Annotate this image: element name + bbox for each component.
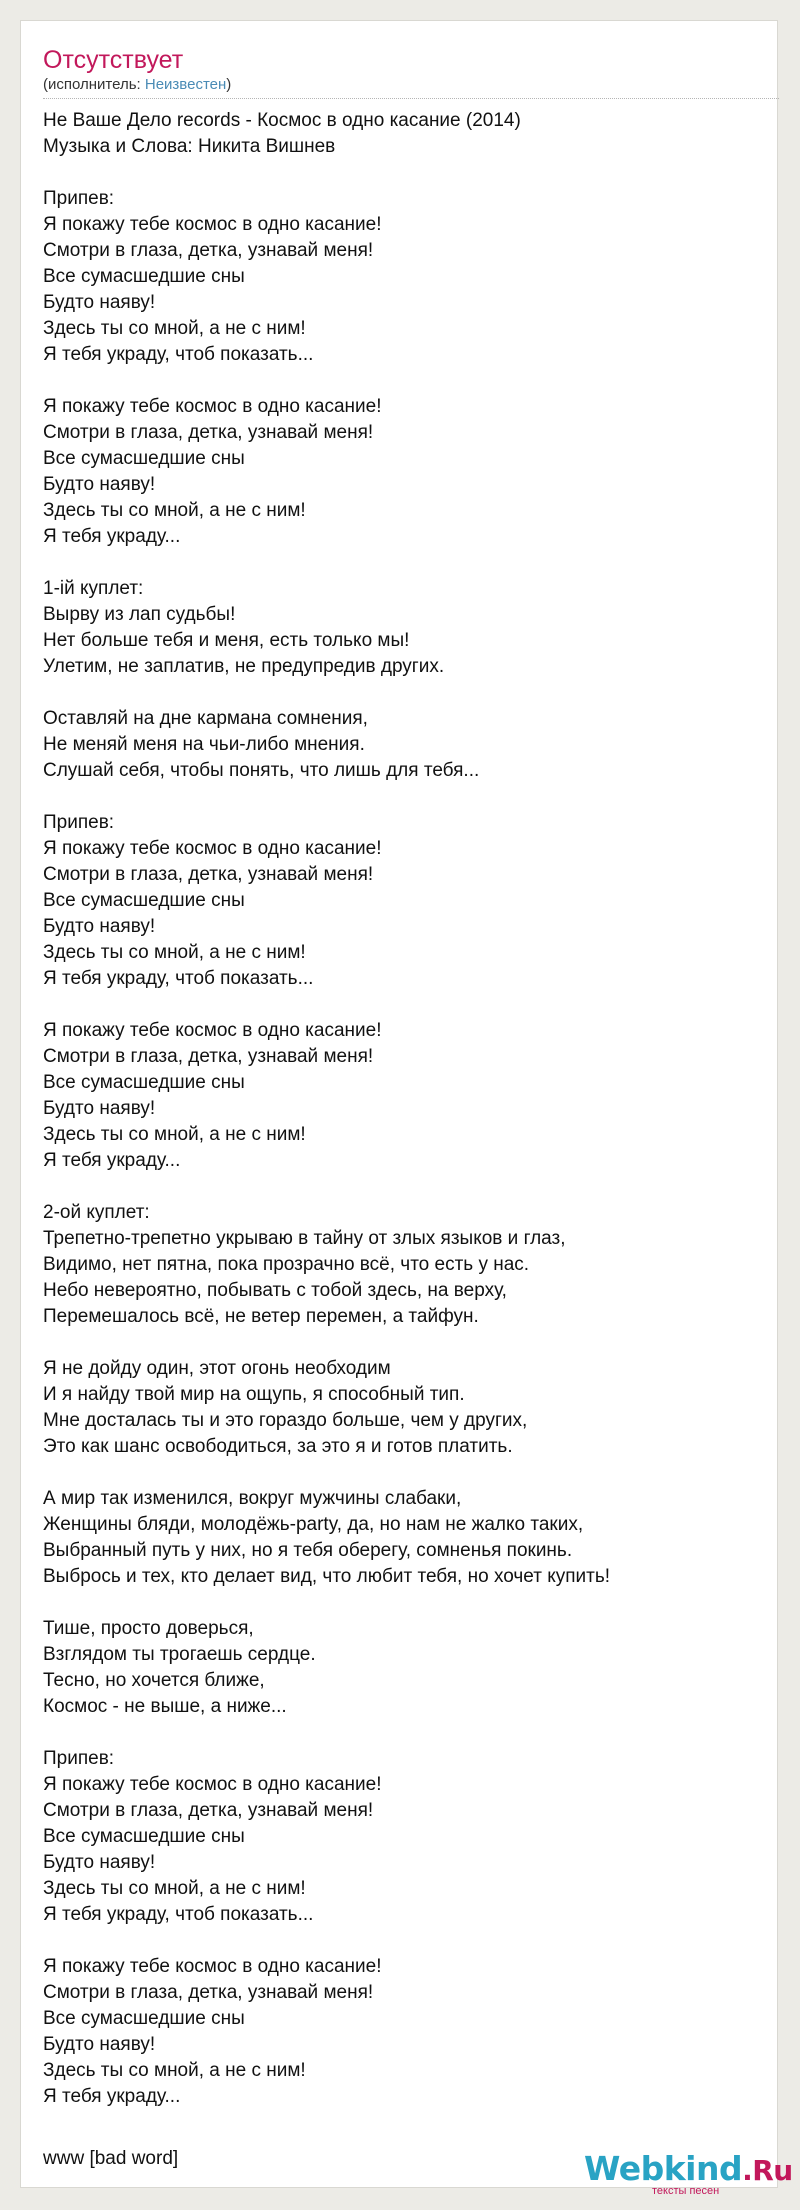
lyric-line: Выбранный путь у них, но я тебя оберегу, сомненья покинь. — [43, 1540, 573, 1561]
lyric-line: 2-ой куплет: — [43, 1202, 150, 1223]
lyric-blank-line — [43, 1590, 771, 1616]
logo-main-text: Webkind — [584, 2149, 743, 2188]
lyric-line: Все сумасшедшие сны — [43, 890, 245, 911]
lyric-line: Я покажу тебе космос в одно касание! — [43, 1956, 382, 1977]
lyric-line: Оставляй на дне кармана сомнения, — [43, 708, 368, 729]
lyric-line: Это как шанс освободиться, за это я и готов платить. — [43, 1436, 513, 1457]
lyric-blank-line — [43, 992, 771, 1018]
song-title: Отсутствует — [43, 46, 184, 74]
lyric-blank-line — [43, 1174, 771, 1200]
lyric-line: И я найду твой мир на ощупь, я способный тип. — [43, 1384, 465, 1405]
lyric-line: Я не дойду один, этот огонь необходим — [43, 1358, 391, 1379]
header-divider — [43, 98, 779, 99]
lyric-line: Я покажу тебе космос в одно касание! — [43, 214, 382, 235]
lyric-blank-line — [43, 550, 771, 576]
lyric-line: Все сумасшедшие сны — [43, 1826, 245, 1847]
lyric-line: 1-ій куплет: — [43, 578, 144, 599]
lyric-line: Взглядом ты трогаешь сердце. — [43, 1644, 316, 1665]
lyric-line: Женщины бляди, молодёжь-party, да, но нам не жалко таких, — [43, 1514, 584, 1535]
lyrics-card — [20, 20, 793, 2197]
logo-tagline: тексты песен — [652, 2185, 720, 2197]
lyric-line: Нет больше тебя и меня, есть только мы! — [43, 630, 410, 651]
lyric-line: Я тебя украду, чтоб показать... — [43, 968, 314, 989]
lyric-line: Здесь ты со мной, а не с ним! — [43, 1124, 306, 1145]
lyric-line: Будто наяву! — [43, 292, 156, 313]
logo-tld-text: .Ru — [742, 2154, 793, 2187]
lyric-line: Я покажу тебе космос в одно касание! — [43, 1774, 382, 1795]
lyric-line: Смотри в глаза, детка, узнавай меня! — [43, 1800, 374, 1821]
lyric-line: Я тебя украду... — [43, 1150, 181, 1171]
lyric-line: Я покажу тебе космос в одно касание! — [43, 396, 382, 417]
lyric-blank-line — [43, 1720, 771, 1746]
lyric-line: Смотри в глаза, детка, узнавай меня! — [43, 422, 374, 443]
lyric-line: Небо невероятно, побывать с тобой здесь, на верху, — [43, 1280, 507, 1301]
artist-line — [43, 75, 231, 95]
lyric-line: Я тебя украду, чтоб показать... — [43, 344, 314, 365]
lyric-blank-line — [43, 1460, 771, 1486]
artist-link[interactable]: Неизвестен — [144, 76, 227, 93]
lyric-line: Будто наяву! — [43, 916, 156, 937]
lyric-line: Все сумасшедшие сны — [43, 448, 245, 469]
lyric-line: Видимо, нет пятна, пока прозрачно всё, что есть у нас. — [43, 1254, 530, 1275]
lyric-line: Здесь ты со мной, а не с ним! — [43, 318, 306, 339]
lyric-blank-line — [43, 1928, 771, 1954]
lyric-blank-line — [43, 368, 771, 394]
lyric-line: Смотри в глаза, детка, узнавай меня! — [43, 240, 374, 261]
lyric-line: Вырву из лап судьбы! — [43, 604, 236, 625]
lyric-line: Я покажу тебе космос в одно касание! — [43, 1020, 382, 1041]
lyric-line: Тесно, но хочется ближе, — [43, 1670, 265, 1691]
lyric-line: Я тебя украду... — [43, 526, 181, 547]
lyrics-text — [43, 108, 771, 2110]
artist-suffix: ) — [226, 76, 232, 93]
lyric-line: Все сумасшедшие сны — [43, 266, 245, 287]
lyric-line: Будто наяву! — [43, 2034, 156, 2055]
lyric-line: Смотри в глаза, детка, узнавай меня! — [43, 1046, 374, 1067]
footer-text: www [bad word] — [43, 2148, 179, 2169]
lyric-line: Тише, просто доверься, — [43, 1618, 254, 1639]
lyric-line: Здесь ты со мной, а не с ним! — [43, 2060, 306, 2081]
lyric-line: Я покажу тебе космос в одно касание! — [43, 838, 382, 859]
lyric-line: Припев: — [43, 188, 115, 209]
lyric-line: Я тебя украду... — [43, 2086, 181, 2107]
lyric-line: Здесь ты со мной, а не с ним! — [43, 942, 306, 963]
lyric-line: Трепетно-трепетно укрываю в тайну от злых языков и глаз, — [43, 1228, 566, 1249]
lyric-line: Выбрось и тех, кто делает вид, что любит тебя, но хочет купить! — [43, 1566, 611, 1587]
lyric-line: Припев: — [43, 812, 115, 833]
lyric-blank-line — [43, 680, 771, 706]
lyric-line: Мне досталась ты и это гораздо больше, чем у других, — [43, 1410, 528, 1431]
lyric-line: Смотри в глаза, детка, узнавай меня! — [43, 864, 374, 885]
lyric-line: Слушай себя, чтобы понять, что лишь для тебя... — [43, 760, 480, 781]
lyric-line: Припев: — [43, 1748, 115, 1769]
lyric-line: Улетим, не заплатив, не предупредив других. — [43, 656, 445, 677]
webkind-logo[interactable] — [584, 2149, 793, 2197]
lyric-line: Будто наяву! — [43, 1852, 156, 1873]
artist-prefix: (исполнитель: — [43, 76, 145, 93]
lyric-line: Все сумасшедшие сны — [43, 2008, 245, 2029]
lyric-line: Не Ваше Дело records - Космос в одно касание (2014) — [43, 110, 521, 131]
lyric-line: Перемешалось всё, не ветер перемен, а тайфун. — [43, 1306, 479, 1327]
lyric-line: Смотри в глаза, детка, узнавай меня! — [43, 1982, 374, 2003]
lyric-line: Все сумасшедшие сны — [43, 1072, 245, 1093]
lyric-line: Я тебя украду, чтоб показать... — [43, 1904, 314, 1925]
lyric-blank-line — [43, 784, 771, 810]
lyric-line: А мир так изменился, вокруг мужчины слабаки, — [43, 1488, 462, 1509]
lyric-line: Музыка и Слова: Никита Вишнев — [43, 136, 336, 157]
lyric-line: Космос - не выше, а ниже... — [43, 1696, 287, 1717]
lyric-line: Здесь ты со мной, а не с ним! — [43, 500, 306, 521]
lyric-line: Будто наяву! — [43, 1098, 156, 1119]
lyric-blank-line — [43, 160, 771, 186]
lyric-line: Будто наяву! — [43, 474, 156, 495]
lyric-line: Здесь ты со мной, а не с ним! — [43, 1878, 306, 1899]
lyric-line: Не меняй меня на чьи-либо мнения. — [43, 734, 365, 755]
lyric-blank-line — [43, 1330, 771, 1356]
